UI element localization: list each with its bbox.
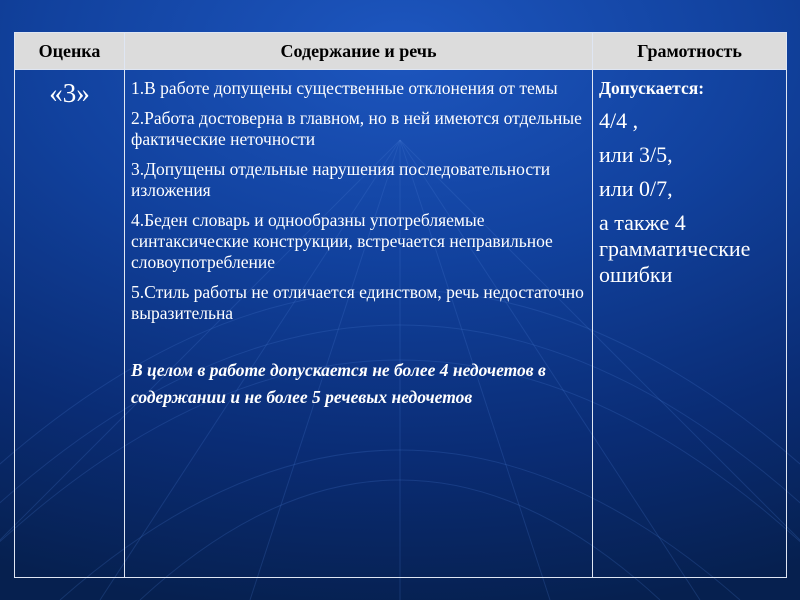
header-row <box>15 33 787 70</box>
literacy-item: 4/4 , <box>599 108 639 133</box>
content-item: 1.В работе допущены существенные отклонения от темы <box>131 78 558 98</box>
literacy-item: или 0/7, <box>599 176 673 201</box>
content-item: 2.Работа достоверна в главном, но в ней имеются отдельные фактические неточности <box>131 108 582 149</box>
grading-table <box>14 32 787 578</box>
content-item: 4.Беден словарь и однообразны употребляемые синтаксические конструкции, встречается неправильное словоупотребление <box>131 210 553 272</box>
content-item: 5.Стиль работы не отличается единством, речь недостаточно выразительна <box>131 282 584 323</box>
header-literacy: Грамотность <box>593 33 787 70</box>
table-row <box>15 70 787 578</box>
content-item: 3.Допущены отдельные нарушения последовательности изложения <box>131 159 551 200</box>
grade-value: «3» <box>49 78 90 108</box>
grade-cell <box>15 70 125 578</box>
content-cell <box>125 70 593 578</box>
literacy-cell <box>593 70 787 578</box>
literacy-header: Допускается: <box>599 78 705 98</box>
literacy-item: а также 4 грамматические ошибки <box>599 210 751 287</box>
header-grade: Оценка <box>15 33 125 70</box>
content-note: В целом в работе допускается не более 4 недочетов в содержании и не более 5 речевых недочетов <box>131 360 546 407</box>
header-content: Содержание и речь <box>125 33 593 70</box>
literacy-item: или 3/5, <box>599 142 673 167</box>
